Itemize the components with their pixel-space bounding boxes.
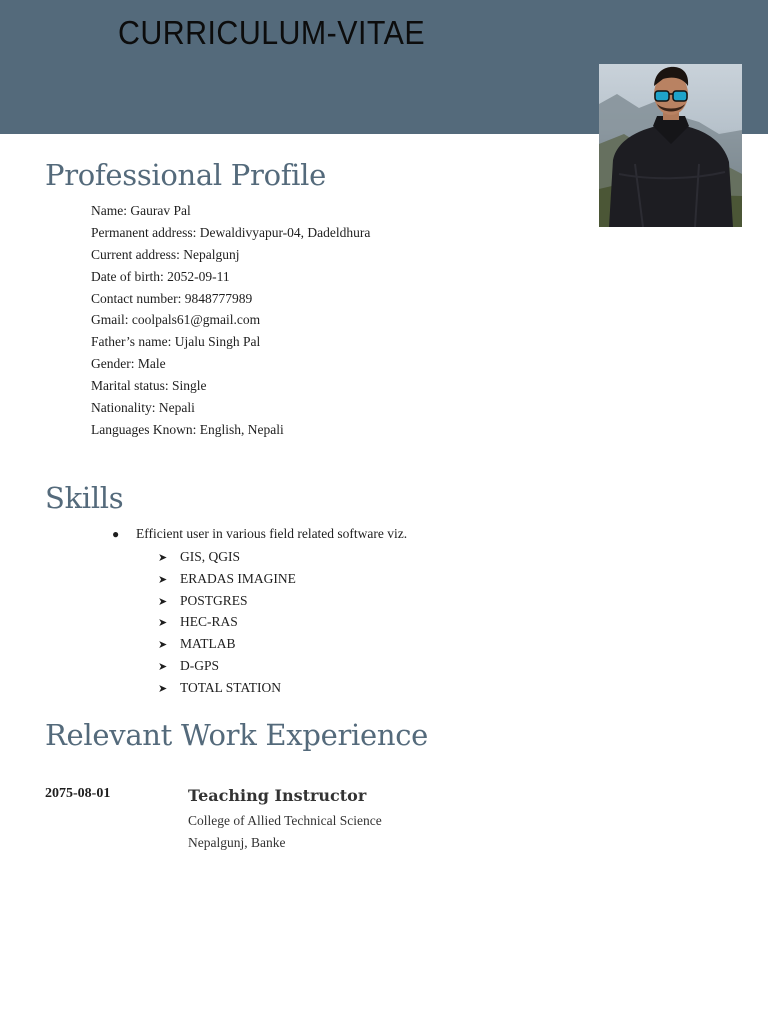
skill-item xyxy=(158,677,296,699)
arrow-bullet-icon: ➤ xyxy=(158,682,168,695)
profile-item-marital-status: Marital status: Single xyxy=(91,378,207,394)
profile-item-permanent-address: Permanent address: Dewaldivyapur-04, Dadeldhura xyxy=(91,224,371,240)
profile-item-gmail: Gmail: coolpals61@gmail.com xyxy=(91,312,261,328)
skill-item-label: ERADAS IMAGINE xyxy=(180,570,296,586)
skill-item xyxy=(158,568,296,590)
arrow-bullet-icon: ➤ xyxy=(158,573,168,586)
profile-details-list xyxy=(91,200,370,441)
profile-photo xyxy=(599,64,742,227)
skill-item xyxy=(158,655,296,677)
profile-item-fathers-name: Father’s name: Ujalu Singh Pal xyxy=(91,334,261,350)
skill-item-label: D-GPS xyxy=(180,657,220,673)
portrait-illustration xyxy=(599,64,742,227)
skill-item xyxy=(158,546,296,568)
skill-item xyxy=(158,611,296,633)
arrow-bullet-icon: ➤ xyxy=(158,660,168,673)
section-heading-work-experience: Relevant Work Experience xyxy=(45,718,429,752)
profile-item-date-of-birth: Date of birth: 2052-09-11 xyxy=(91,268,230,284)
document-title: CURRICULUM-VITAE xyxy=(118,14,426,51)
work-entry-date: 2075-08-01 xyxy=(45,786,111,801)
section-heading-profile: Professional Profile xyxy=(45,158,326,192)
arrow-bullet-icon: ➤ xyxy=(158,639,168,652)
skill-item xyxy=(158,590,296,612)
skill-item-label: MATLAB xyxy=(180,636,236,652)
skills-intro xyxy=(112,526,407,542)
profile-item-contact-number: Contact number: 9848777989 xyxy=(91,290,253,306)
profile-item-nationality: Nationality: Nepali xyxy=(91,400,195,416)
bullet-icon: ● xyxy=(112,527,120,541)
skills-intro-text: Efficient user in various field related software viz. xyxy=(136,526,408,541)
arrow-bullet-icon: ➤ xyxy=(158,552,168,564)
skill-item-label: GIS, QGIS xyxy=(180,549,241,564)
section-heading-skills: Skills xyxy=(45,481,124,515)
profile-item-current-address: Current address: Nepalgunj xyxy=(91,246,240,262)
skills-list xyxy=(158,546,296,699)
skill-item xyxy=(158,633,296,655)
work-entry-location: Nepalgunj, Banke xyxy=(188,835,286,850)
skill-item-label: TOTAL STATION xyxy=(180,679,281,695)
profile-item-languages: Languages Known: English, Nepali xyxy=(91,421,284,437)
work-entry-title: Teaching Instructor xyxy=(188,786,367,805)
profile-item-gender: Gender: Male xyxy=(91,356,166,372)
profile-item-name: Name: Gaurav Pal xyxy=(91,203,191,218)
work-entry-organization: College of Allied Technical Science xyxy=(188,813,382,828)
skill-item-label: POSTGRES xyxy=(180,592,248,608)
skill-item-label: HEC-RAS xyxy=(180,614,238,630)
arrow-bullet-icon: ➤ xyxy=(158,595,168,608)
arrow-bullet-icon: ➤ xyxy=(158,617,168,630)
